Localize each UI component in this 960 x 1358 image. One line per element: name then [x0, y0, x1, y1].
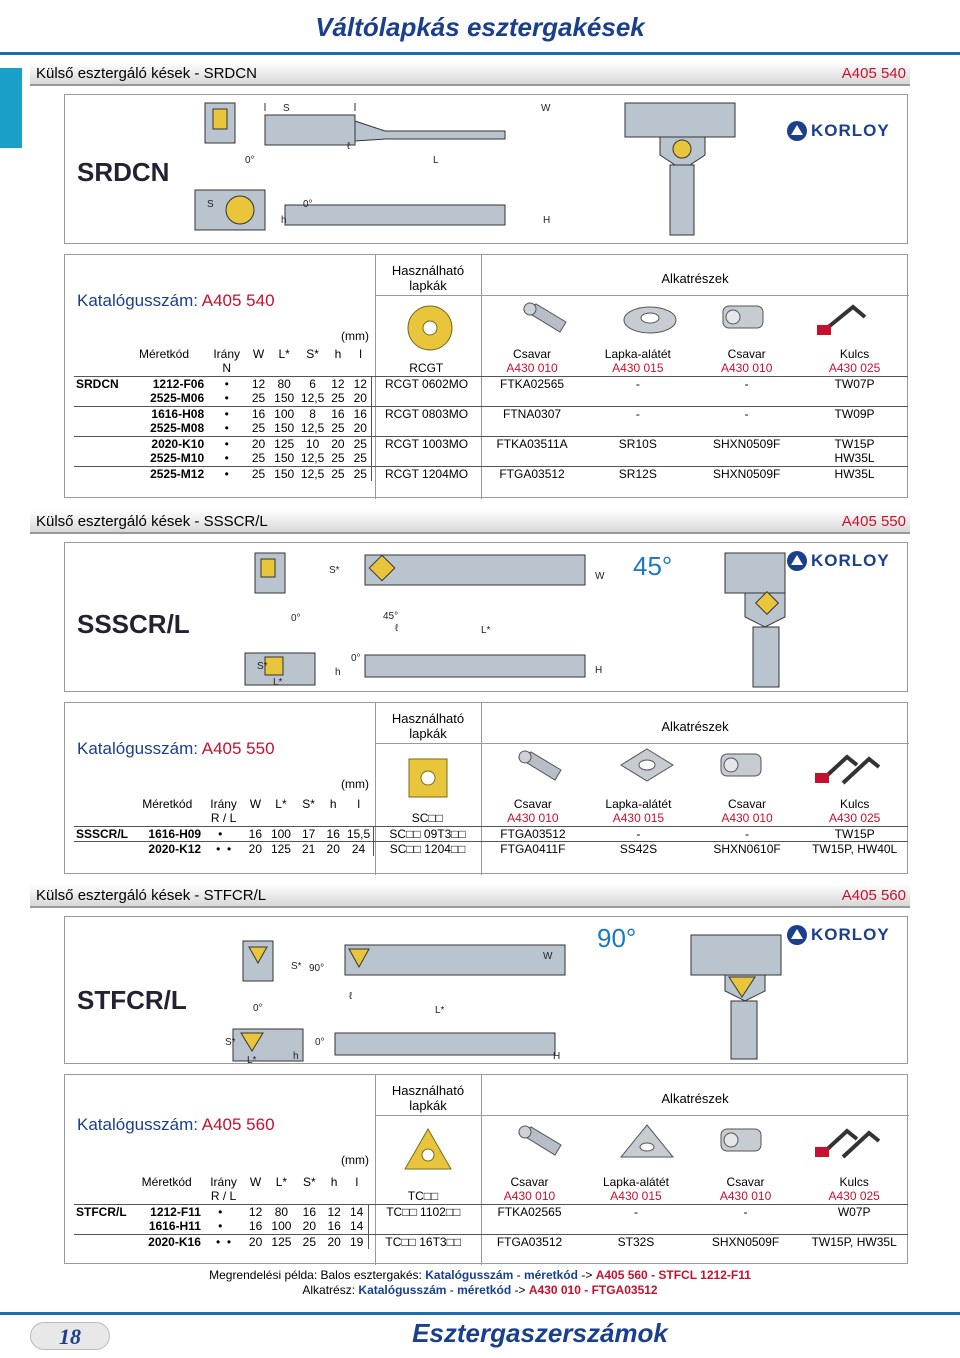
- dim-W: W: [595, 571, 605, 582]
- dim-H: H: [595, 665, 603, 676]
- section-title: Külső esztergáló kések - SSSCR/L: [36, 513, 268, 530]
- tool-diagram-srdcn: [64, 94, 908, 244]
- order-example-line-2: Alkatrész: Katalógusszám - méretkód -> A430 010 - FTGA03512: [302, 1283, 658, 1297]
- shim-icon: [620, 303, 680, 337]
- dim-h: h: [293, 1051, 299, 1062]
- dim-l: ℓ: [395, 623, 399, 634]
- dim-90deg: 90°: [309, 963, 325, 974]
- col-L: L*: [278, 346, 290, 361]
- col-h: h: [334, 346, 342, 361]
- page-title: Váltólapkás esztergakések: [315, 12, 645, 42]
- brand-name: KORLOY: [811, 925, 890, 944]
- korloy-logo: [785, 119, 889, 143]
- parts-header: Alkatrészek: [661, 719, 729, 734]
- dim-h: h: [335, 667, 341, 678]
- section-title: Külső esztergáló kések - STFCR/L: [36, 887, 267, 904]
- insert-head: SC□□: [411, 811, 443, 826]
- mm-label: (mm): [341, 1153, 369, 1167]
- part-1-name: Csavar: [513, 796, 552, 811]
- section-code: A405 540: [841, 65, 906, 82]
- dim-h: h: [281, 215, 287, 226]
- part-4-name: Kulcs: [839, 1174, 869, 1189]
- screw-icon: [520, 300, 570, 336]
- part-1-code: A430 010: [506, 361, 558, 376]
- tool-name: STFCR/L: [77, 985, 187, 1015]
- dim-L2: L*: [247, 1055, 257, 1064]
- dim-H: H: [553, 1051, 561, 1062]
- section-code: A405 560: [841, 887, 906, 904]
- korloy-logo: [785, 923, 889, 947]
- dim-l: ℓ: [347, 141, 351, 152]
- parts-header: Alkatrészek: [661, 271, 729, 286]
- col-size: Méretkód: [139, 346, 190, 361]
- catalog-number: [77, 739, 275, 759]
- col-dir: Irány: [210, 796, 237, 811]
- dim-0deg: 0°: [253, 1003, 263, 1014]
- col-dir2: R / L: [210, 1189, 237, 1204]
- part-2-code: A430 015: [612, 361, 664, 376]
- top-rule: [0, 52, 960, 55]
- table-row: 2020-K12 • • 20 125 21 20 24 SC□□ 1204□□ FTGA0411F SS42S SHXN0610F TW15P, HW40L: [74, 841, 908, 856]
- col-W: W: [249, 1174, 262, 1189]
- part-4-code: A430 025: [828, 361, 881, 376]
- shim-screw-icon: [715, 748, 767, 784]
- table-row: 2525-M06 • 25 150 12,5 25 20: [74, 391, 908, 406]
- part-3-name: Csavar: [726, 1174, 765, 1189]
- catalog-code: A405 540: [201, 291, 275, 310]
- korloy-logo: [785, 549, 889, 573]
- tool-drawing: [65, 917, 908, 1064]
- catalog-number: [77, 291, 275, 311]
- mm-label: (mm): [341, 329, 369, 343]
- part-2-name: Lapka-alátét: [604, 346, 671, 361]
- catalog-label: Katalógusszám:: [77, 291, 198, 310]
- tool-drawing: [65, 543, 908, 692]
- dim-0deg-2: 0°: [315, 1037, 325, 1048]
- brand-name: KORLOY: [811, 121, 890, 140]
- triangle-insert-icon: [401, 1125, 455, 1175]
- insert-head: RCGT: [409, 361, 444, 376]
- spec-table-stfcr: [74, 1174, 908, 1249]
- brand-name: KORLOY: [811, 551, 890, 570]
- dim-S: S: [283, 103, 290, 114]
- usable-inserts-header: Használható lapkák: [391, 711, 465, 741]
- tool-name: SRDCN: [77, 157, 170, 187]
- col-S: S*: [302, 796, 315, 811]
- col-h: h: [329, 796, 337, 811]
- tool-diagram-ssscr: [64, 542, 908, 692]
- dim-L: L*: [481, 625, 491, 636]
- part-2-code: A430 015: [612, 811, 665, 826]
- spec-table-srdcn: [74, 346, 908, 481]
- part-2-name: Lapka-alátét: [602, 1174, 669, 1189]
- screw-icon: [515, 748, 565, 784]
- part-3-code: A430 010: [719, 1189, 772, 1204]
- spec-table-ssscr: [74, 796, 908, 856]
- shim-screw-icon: [717, 300, 769, 336]
- catalog-number: [77, 1115, 275, 1135]
- usable-inserts-header: Használható lapkák: [391, 1083, 465, 1113]
- part-1-name: Csavar: [513, 346, 552, 361]
- dim-45deg: 45°: [383, 611, 399, 622]
- col-size: Méretkód: [142, 796, 193, 811]
- catalog-label: Katalógusszám:: [77, 1115, 198, 1134]
- table-row: SSSCR/L 1616-H09 • 16 100 17 16 15,5 SC□□ 09T3□□ FTGA03512 - - TW15P: [74, 826, 908, 841]
- table-row: 2525-M12 • 25 150 12,5 25 25 RCGT 1204MO FTGA03512 SR12S SHXN0509F HW35L: [74, 466, 908, 481]
- table-row: 2525-M10 • 25 150 12,5 25 25 HW35L: [150, 451, 875, 466]
- tool-name: SSSCR/L: [77, 609, 190, 639]
- footer-title: Esztergaszerszámok: [412, 1318, 668, 1348]
- key-icon: [813, 747, 883, 787]
- dim-L: L: [433, 155, 439, 166]
- part-3-code: A430 010: [720, 361, 773, 376]
- part-3-name: Csavar: [728, 796, 767, 811]
- col-dir2: R / L: [210, 811, 237, 826]
- dim-S2: S*: [257, 661, 268, 672]
- section-bar-stfcr: [30, 884, 910, 908]
- col-W: W: [249, 796, 262, 811]
- angle-badge: 90°: [597, 923, 637, 953]
- col-dir: Irány: [210, 1174, 237, 1189]
- side-tab: [0, 68, 22, 148]
- order-example-line-1: Megrendelési példa: Balos esztergakés: Katalógusszám - méretkód -> A405 560 - STFCL 1212-F11: [209, 1268, 751, 1282]
- part-4-name: Kulcs: [839, 346, 870, 361]
- dim-l: ℓ: [349, 991, 353, 1002]
- dim-S: S*: [291, 961, 302, 972]
- col-L: L*: [275, 796, 287, 811]
- col-dir2: N: [222, 361, 231, 376]
- angle-badge: 45°: [633, 551, 673, 581]
- catalog-code: A405 550: [201, 739, 275, 758]
- key-icon: [813, 1121, 883, 1161]
- part-2-name: Lapka-alátét: [605, 796, 672, 811]
- col-l: l: [357, 796, 361, 811]
- col-dir: Irány: [213, 346, 240, 361]
- tool-drawing: [65, 95, 908, 244]
- dim-S2: S: [207, 199, 214, 210]
- bottom-rule: [0, 1312, 960, 1315]
- part-3-name: Csavar: [727, 346, 766, 361]
- table-row: SRDCN 1212-F06 • 12 80 6 12 12 RCGT 0602MO FTKA02565 - - TW07P: [74, 376, 908, 391]
- table-row: 1616-H11 • 16 100 20 16 14: [74, 1219, 908, 1234]
- catalog-label: Katalógusszám:: [77, 739, 198, 758]
- key-icon: [813, 299, 873, 339]
- part-3-code: A430 010: [721, 811, 773, 826]
- dim-0deg-2: 0°: [351, 653, 361, 664]
- shim-screw-icon: [715, 1123, 767, 1159]
- part-4-code: A430 025: [828, 811, 881, 826]
- col-h: h: [330, 1174, 338, 1189]
- table-row: 2020-K10 • 20 125 10 20 25 RCGT 1003MO FTKA03511A SR10S SHXN0509F TW15P: [74, 436, 908, 451]
- table-row: 2525-M08 • 25 150 12,5 25 20: [74, 421, 908, 436]
- part-2-code: A430 015: [610, 1189, 662, 1204]
- page-number: 18: [30, 1322, 110, 1350]
- shim-icon: [617, 747, 677, 785]
- col-S: S*: [302, 1174, 316, 1189]
- dim-0deg: 0°: [291, 613, 301, 624]
- dim-S2: S*: [225, 1037, 236, 1048]
- dim-0deg: 0°: [245, 155, 255, 166]
- col-S: S*: [306, 346, 319, 361]
- usable-inserts-header: Használható lapkák: [391, 263, 465, 293]
- section-title: Külső esztergáló kések - SRDCN: [36, 65, 257, 82]
- part-4-name: Kulcs: [839, 796, 870, 811]
- insert-head: TC□□: [407, 1189, 439, 1204]
- part-4-code: A430 025: [828, 1189, 880, 1204]
- table-row: STFCR/L 1212-F11 • 12 80 16 12 14 TC□□ 1102□□ FTKA02565 - - W07P: [74, 1204, 908, 1219]
- section-bar-ssscr: [30, 510, 910, 534]
- col-l: l: [355, 1174, 359, 1189]
- dim-0deg-2: 0°: [303, 199, 313, 210]
- mm-label: (mm): [341, 777, 369, 791]
- section-bar-srdcn: [30, 62, 910, 86]
- table-row: 2020-K16 • • 20 125 25 20 19 TC□□ 16T3□□ FTGA03512 ST32S SHXN0509F TW15P, HW35L: [74, 1234, 908, 1249]
- dim-S: S*: [329, 565, 340, 576]
- dim-W: W: [543, 951, 553, 962]
- tool-diagram-stfcr: [64, 916, 908, 1064]
- dim-L2: L*: [273, 677, 283, 688]
- screw-icon: [515, 1123, 565, 1159]
- parts-header: Alkatrészek: [661, 1091, 729, 1106]
- shim-icon: [617, 1121, 677, 1161]
- dim-H: H: [543, 215, 551, 226]
- col-W: W: [252, 346, 265, 361]
- dim-W: W: [541, 103, 551, 114]
- table-row: 1616-H08 • 16 100 8 16 16 RCGT 0803MO FTNA0307 - - TW09P: [74, 406, 908, 421]
- part-1-name: Csavar: [510, 1174, 549, 1189]
- col-size: Méretkód: [141, 1174, 192, 1189]
- dim-L: L*: [435, 1005, 445, 1016]
- col-l: l: [359, 346, 362, 361]
- section-code: A405 550: [841, 513, 906, 530]
- part-1-code: A430 010: [507, 811, 559, 826]
- part-1-code: A430 010: [503, 1189, 556, 1204]
- col-L: L*: [275, 1174, 288, 1189]
- catalog-code: A405 560: [201, 1115, 275, 1134]
